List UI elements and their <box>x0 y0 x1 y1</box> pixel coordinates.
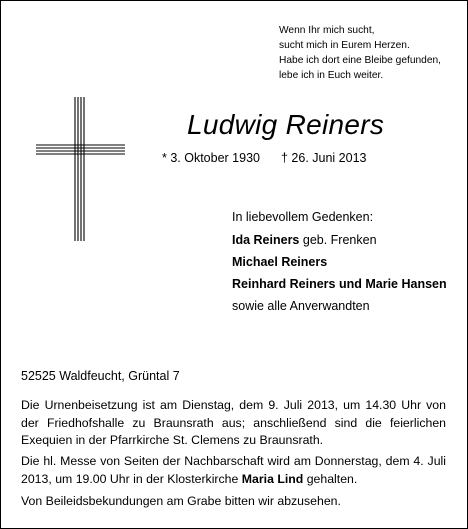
mourner-others: sowie alle Anverwandten <box>232 299 370 313</box>
mourner-ida-name: Ida Reiners <box>232 233 300 247</box>
mass-text-end: gehalten. <box>303 471 358 486</box>
deceased-name: Ludwig Reiners <box>187 109 385 140</box>
mourner-reinhard: Reinhard Reiners und Marie Hansen <box>232 277 447 291</box>
family-address: 52525 Waldfeucht, Grüntal 7 <box>21 369 180 383</box>
mass-text: Die hl. Messe von Seiten der Nachbarschaft wird am Donnerstag, dem 4. Juli 2013, um 19.00 Uhr in der Klosterkirche <box>21 454 446 486</box>
urn-burial-paragraph: Die Urnenbeisetzung ist am Dienstag, dem 9. Juli 2013, um 14.30 Uhr von der Friedhofshalle zu Braunsrath aus; anschließend sind die feierlichen Exequien in der Pfarrkirche St. Clemens zu Braunsrath. <box>21 398 446 447</box>
condolence-note: Von Beileidsbekundungen am Grabe bitten wir abzusehen. <box>21 494 341 508</box>
birth-date: * 3. Oktober 1930 <box>162 151 260 165</box>
mass-church: Maria Lind <box>241 471 304 486</box>
cross-icon <box>1 1 161 251</box>
mourner-ida <box>232 233 377 247</box>
death-date: † 26. Juni 2013 <box>281 151 367 165</box>
memorial-poem: Wenn Ihr mich sucht, sucht mich in Eurem Herzen. Habe ich dort eine Bleibe gefunden, lebe ich in Euch weiter. <box>279 25 441 81</box>
mass-paragraph <box>21 453 446 488</box>
mourner-ida-note: geb. Frenken <box>299 233 377 247</box>
mourners-intro: In liebevollem Gedenken: <box>232 210 374 224</box>
mourner-michael: Michael Reiners <box>232 255 328 269</box>
